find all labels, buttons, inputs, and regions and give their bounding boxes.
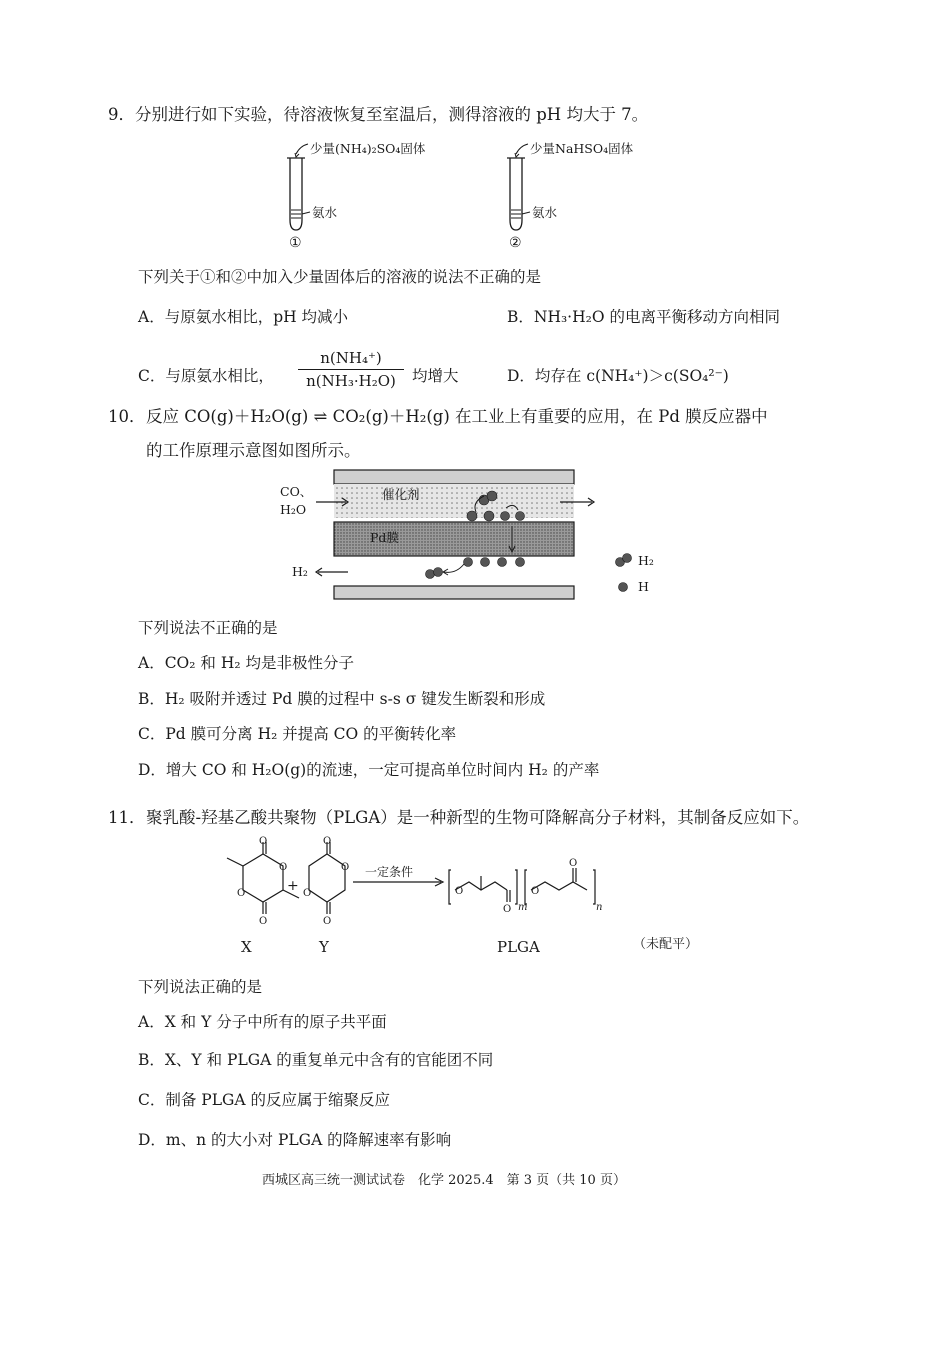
reactor-bottom-wall bbox=[334, 586, 574, 599]
fraction-numerator: n(NH₄⁺) bbox=[320, 349, 382, 367]
label-plga: PLGA bbox=[497, 938, 540, 956]
subscript-m: m bbox=[518, 902, 528, 913]
legend-h2-icon bbox=[616, 554, 632, 567]
q9-stem: 分别进行如下实验，待溶液恢复至室温后，测得溶液的 pH 均大于 7。 bbox=[135, 105, 649, 124]
svg-text:O: O bbox=[259, 916, 268, 927]
q9-question: 下列关于①和②中加入少量固体后的溶液的说法不正确的是 bbox=[138, 268, 542, 286]
q10-option-d: D．增大 CO 和 H₂O(g)的流速，一定可提高单位时间内 H₂ 的产率 bbox=[138, 761, 600, 779]
q9-option-c-suffix: 均增大 bbox=[412, 367, 459, 385]
plga-reaction-scheme bbox=[205, 836, 725, 960]
svg-text:O: O bbox=[279, 862, 288, 873]
q9-number: 9． bbox=[108, 105, 135, 124]
q9-option-c-fraction bbox=[298, 349, 404, 390]
svg-text:O: O bbox=[303, 888, 312, 899]
q11-option-a: A．X 和 Y 分子中所有的原子共平面 bbox=[138, 1013, 387, 1031]
tube1-liquid-label: 氨水 bbox=[312, 205, 338, 220]
q11-number: 11． bbox=[108, 808, 146, 827]
q9-option-b: B．NH₃·H₂O 的电离平衡移动方向相同 bbox=[507, 308, 780, 326]
q11-question: 下列说法正确的是 bbox=[138, 978, 263, 996]
pd-membrane-reactor-diagram bbox=[280, 466, 680, 606]
q9-option-d: D．均存在 c(NH₄⁺)＞c(SO₄²⁻) bbox=[507, 367, 729, 385]
legend-h2-label: H₂ bbox=[638, 553, 654, 568]
svg-text:O: O bbox=[237, 888, 246, 899]
q11-option-c: C．制备 PLGA 的反应属于缩聚反应 bbox=[138, 1091, 391, 1109]
h2-molecules-bottom bbox=[426, 558, 525, 579]
tube1-solid-label: 少量(NH₄)₂SO₄固体 bbox=[310, 141, 426, 156]
q10-question: 下列说法不正确的是 bbox=[138, 619, 278, 637]
structure-plga bbox=[449, 868, 595, 904]
q9-test-tubes-figure bbox=[280, 136, 660, 254]
legend-h-label: H bbox=[638, 579, 649, 594]
tube1-index: ① bbox=[289, 235, 302, 251]
q9-option-a: A．与原氨水相比，pH 均减小 bbox=[138, 308, 349, 326]
inlet-h2o-label: H₂O bbox=[280, 502, 307, 517]
svg-text:O: O bbox=[569, 858, 578, 869]
tube2-liquid-label: 氨水 bbox=[532, 205, 558, 220]
test-tube-1 bbox=[287, 144, 310, 230]
inlet-co-label: CO、 bbox=[280, 484, 313, 499]
catalyst-layer bbox=[334, 484, 574, 518]
q9-option-c-prefix: C．与原氨水相比， bbox=[138, 367, 274, 385]
svg-text:O: O bbox=[323, 916, 332, 927]
unbalanced-note: （未配平） bbox=[633, 937, 699, 952]
svg-text:O: O bbox=[503, 904, 512, 915]
catalyst-label: 催化剂 bbox=[382, 487, 420, 502]
subscript-n: n bbox=[596, 902, 603, 913]
q10-option-c: C．Pd 膜可分离 H₂ 并提高 CO 的平衡转化率 bbox=[138, 725, 457, 743]
q10-option-a: A．CO₂ 和 H₂ 均是非极性分子 bbox=[138, 654, 354, 672]
page-footer: 西城区高三统一测试试卷 化学 2025.4 第 3 页（共 10 页） bbox=[262, 1173, 626, 1188]
reactor-top-wall bbox=[334, 470, 574, 484]
q11-option-d: D．m、n 的大小对 PLGA 的降解速率有影响 bbox=[138, 1131, 452, 1149]
membrane-label: Pd膜 bbox=[370, 530, 399, 545]
svg-text:O: O bbox=[341, 862, 350, 873]
label-x: X bbox=[241, 938, 252, 956]
q10-stem-line2: 的工作原理示意图如图所示。 bbox=[146, 441, 361, 460]
fraction-denominator: n(NH₃·H₂O) bbox=[306, 372, 396, 390]
reaction-condition: 一定条件 bbox=[365, 865, 414, 879]
svg-text:O: O bbox=[455, 886, 464, 897]
svg-text:O: O bbox=[259, 836, 268, 847]
outlet-h2-label: H₂ bbox=[292, 564, 308, 579]
plus-sign: + bbox=[287, 878, 299, 894]
tube2-solid-label: 少量NaHSO₄固体 bbox=[530, 141, 634, 156]
q10-number: 10． bbox=[108, 407, 146, 426]
structure-y bbox=[309, 842, 345, 914]
svg-text:O: O bbox=[531, 886, 540, 897]
label-y: Y bbox=[319, 938, 329, 956]
test-tube-2 bbox=[507, 144, 530, 230]
tube2-index: ② bbox=[509, 235, 522, 251]
q11-option-b: B．X、Y 和 PLGA 的重复单元中含有的官能团不同 bbox=[138, 1051, 494, 1069]
svg-text:O: O bbox=[323, 836, 332, 847]
q11-stem: 聚乳酸-羟基乙酸共聚物（PLGA）是一种新型的生物可降解高分子材料，其制备反应如下。 bbox=[146, 808, 810, 827]
legend-h-icon bbox=[619, 583, 628, 592]
q10-option-b: B．H₂ 吸附并透过 Pd 膜的过程中 s-s σ 键发生断裂和形成 bbox=[138, 690, 546, 708]
q10-stem-line1: 反应 CO(g)＋H₂O(g) ⇌ CO₂(g)＋H₂(g) 在工业上有重要的应用，在 Pd 膜反应器中 bbox=[146, 407, 768, 426]
